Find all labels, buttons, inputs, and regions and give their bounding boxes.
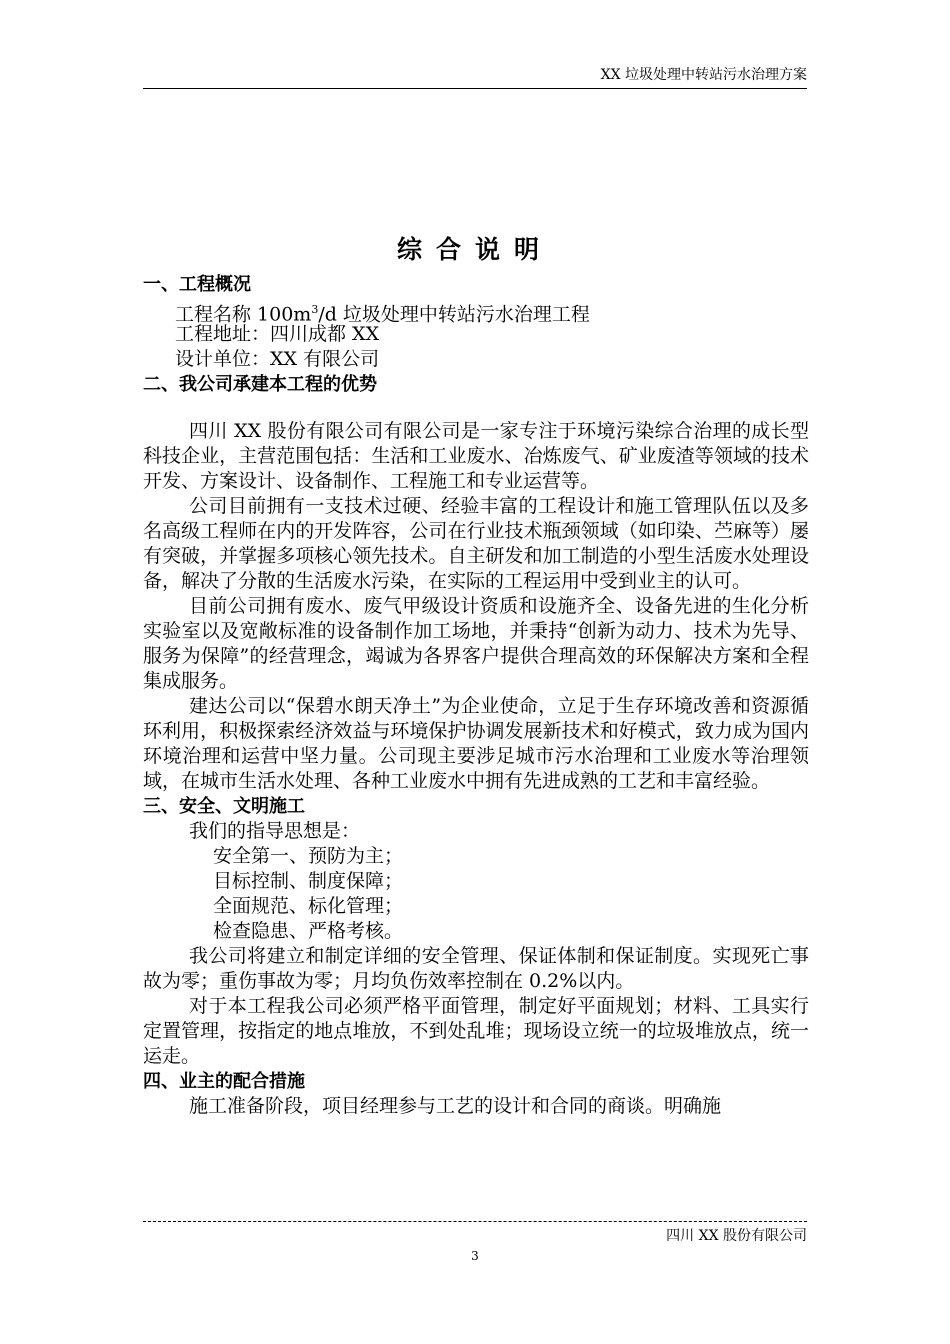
page-number: 3 xyxy=(471,1249,479,1263)
footer-company: 四川 XX 股份有限公司 xyxy=(666,1228,807,1244)
footer-divider xyxy=(143,1221,807,1222)
document-body xyxy=(143,272,809,1119)
paragraph: 建达公司以“保碧水朗天净土”为企业使命，立足于生存环境改善和资源循环利用，积极探索经济效益与环境保护协调发展新技术和好模式，致力成为国内环境治理和运营中坚力量。公司现主要涉足城市污水治理和工业废水等治理领域，在城市生活水处理、各种工业废水中拥有先进成熟的工艺和丰富经验。 xyxy=(143,695,809,792)
project-name-prefix: 工程名称 100m xyxy=(175,303,312,326)
section-heading-owner-cooperation: 四、业主的配合措施 xyxy=(143,1071,305,1092)
running-header: XX 垃圾处理中转站污水治理方案 xyxy=(143,64,807,89)
spacer xyxy=(143,397,809,419)
paragraph: 公司目前拥有一支技术过硬、经验丰富的工程设计和施工管理队伍以及多名高级工程师在内的开发阵容，公司在行业技术瓶颈领域（如印染、苎麻等）屡有突破，并掌握多项核心领先技术。自主研发和加工制造的小型生活废水处理设备，解决了分散的生活废水污染，在实际的工程运用中受到业主的认可。 xyxy=(143,495,809,592)
motto-item: 全面规范、标化管理； xyxy=(213,895,404,917)
motto-item: 目标控制、制度保障； xyxy=(213,870,404,892)
project-name xyxy=(143,297,809,326)
paragraph: 四川 XX 股份有限公司有限公司是一家专注于环境污染综合治理的成长型科技企业，主营范围包括：生活和工业废水、冶炼废气、矿业废渣等领域的技术开发、方案设计、设备制作、工程施工和专业运营等。 xyxy=(143,420,809,492)
paragraph: 目前公司拥有废水、废气甲级设计资质和设施齐全、设备先进的生化分析实验室以及宽敞标准的设备制作加工场地，并秉持“创新为动力、技术为先导、服务为保障”的经营理念，竭诚为各界客户提供合理高效的环保解决方案和全程集成服务。 xyxy=(143,595,809,692)
project-name-suffix: /d 垃圾处理中转站污水治理工程 xyxy=(318,303,590,326)
motto-item: 安全第一、预防为主； xyxy=(213,845,404,867)
paragraph: 施工准备阶段，项目经理参与工艺的设计和合同的商谈。明确施 xyxy=(189,1095,722,1117)
section-heading-overview: 一、工程概况 xyxy=(143,274,251,295)
design-unit: 设计单位：XX 有限公司 xyxy=(175,348,380,370)
motto-item: 检查隐患、严格考核。 xyxy=(213,920,404,942)
superscript-3: 3 xyxy=(311,303,319,316)
section-heading-safety: 三、安全、文明施工 xyxy=(143,796,305,817)
section-heading-advantages: 二、我公司承建本工程的优势 xyxy=(143,374,377,395)
guiding-principle-label: 我们的指导思想是： xyxy=(189,820,361,842)
paragraph: 我公司将建立和制定详细的安全管理、保证体制和保证制度。实现死亡事故为零；重伤事故为零；月均负伤效率控制在 0.2%以内。 xyxy=(143,945,809,992)
project-address: 工程地址：四川成都 XX xyxy=(175,323,380,345)
page-title: 综合说明 xyxy=(396,235,553,264)
paragraph: 对于本工程我公司必须严格平面管理，制定好平面规划；材料、工具实行定置管理，按指定的地点堆放，不到处乱堆；现场设立统一的垃圾堆放点，统一运走。 xyxy=(143,995,809,1067)
